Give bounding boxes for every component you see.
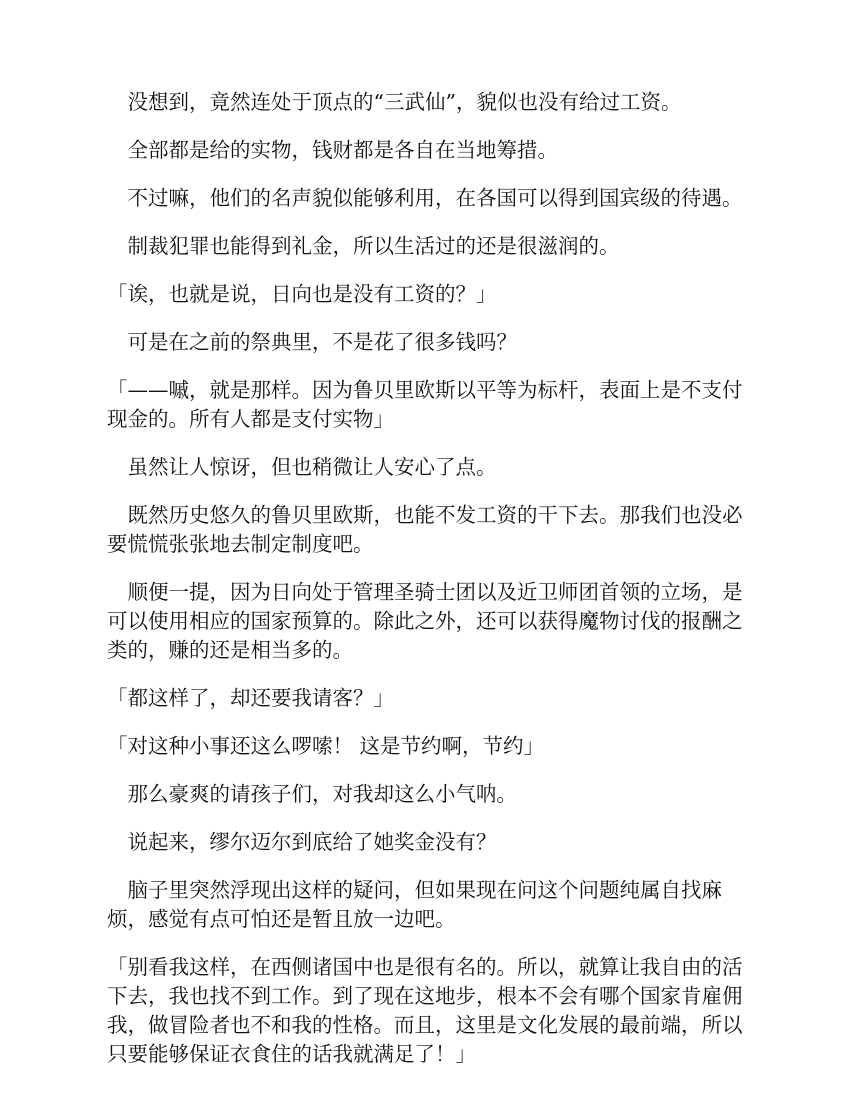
paragraph: 没想到，竟然连处于顶点的“三武仙”，貌似也没有给过工资。 bbox=[127, 90, 682, 114]
dialog-line: 「别看我这样，在西侧诸国中也是很有名的。所以，就算让我自由的活下去，我也找不到工作。到了现在这地步，根本不会有哪个国家肯雇佣我，做冒险者也不和我的性格。而且，这里是文化发展的最前端，所以只要能够保证衣食住的话我就满足了！」 bbox=[107, 955, 743, 1066]
dialog-line: 「诶，也就是说，日向也是没有工资的？」 bbox=[107, 282, 497, 306]
paragraph: 那么豪爽的请孩子们，对我却这么小气呐。 bbox=[127, 782, 517, 806]
paragraph: 不过嘛，他们的名声貌似能够利用，在各国可以得到国宾级的待遇。 bbox=[127, 186, 743, 210]
paragraph: 说起来，缪尔迈尔到底给了她奖金没有？ bbox=[127, 830, 497, 854]
paragraph: 既然历史悠久的鲁贝里欧斯，也能不发工资的干下去。那我们也没必要慌慌张张地去制定制度吧。 bbox=[107, 503, 743, 556]
dialog-line: 「都这样了，却还要我请客？」 bbox=[107, 686, 394, 710]
paragraph: 顺便一提，因为日向处于管理圣骑士团以及近卫师团首领的立场，是可以使用相应的国家预算的。除此之外，还可以获得魔物讨伐的报酬之类的，赚的还是相当多的。 bbox=[107, 580, 743, 662]
paragraph: 全部都是给的实物，钱财都是各自在当地筹措。 bbox=[127, 138, 558, 162]
paragraph: 虽然让人惊讶，但也稍微让人安心了点。 bbox=[127, 455, 497, 479]
paragraph: 可是在之前的祭典里，不是花了很多钱吗？ bbox=[127, 330, 517, 354]
paragraph: 脑子里突然浮现出这样的疑问，但如果现在问这个问题纯属自找麻烦，感觉有点可怕还是暂且放一边吧。 bbox=[107, 878, 722, 931]
paragraph: 制裁犯罪也能得到礼金，所以生活过的还是很滋润的。 bbox=[127, 234, 620, 258]
dialog-line: 「——嘁，就是那样。因为鲁贝里欧斯以平等为标杆，表面上是不支付现金的。所有人都是支付实物」 bbox=[107, 378, 743, 431]
document-page bbox=[107, 88, 747, 1088]
dialog-line: 「对这种小事还这么啰嗦！ 这是节约啊，节约」 bbox=[107, 734, 545, 758]
